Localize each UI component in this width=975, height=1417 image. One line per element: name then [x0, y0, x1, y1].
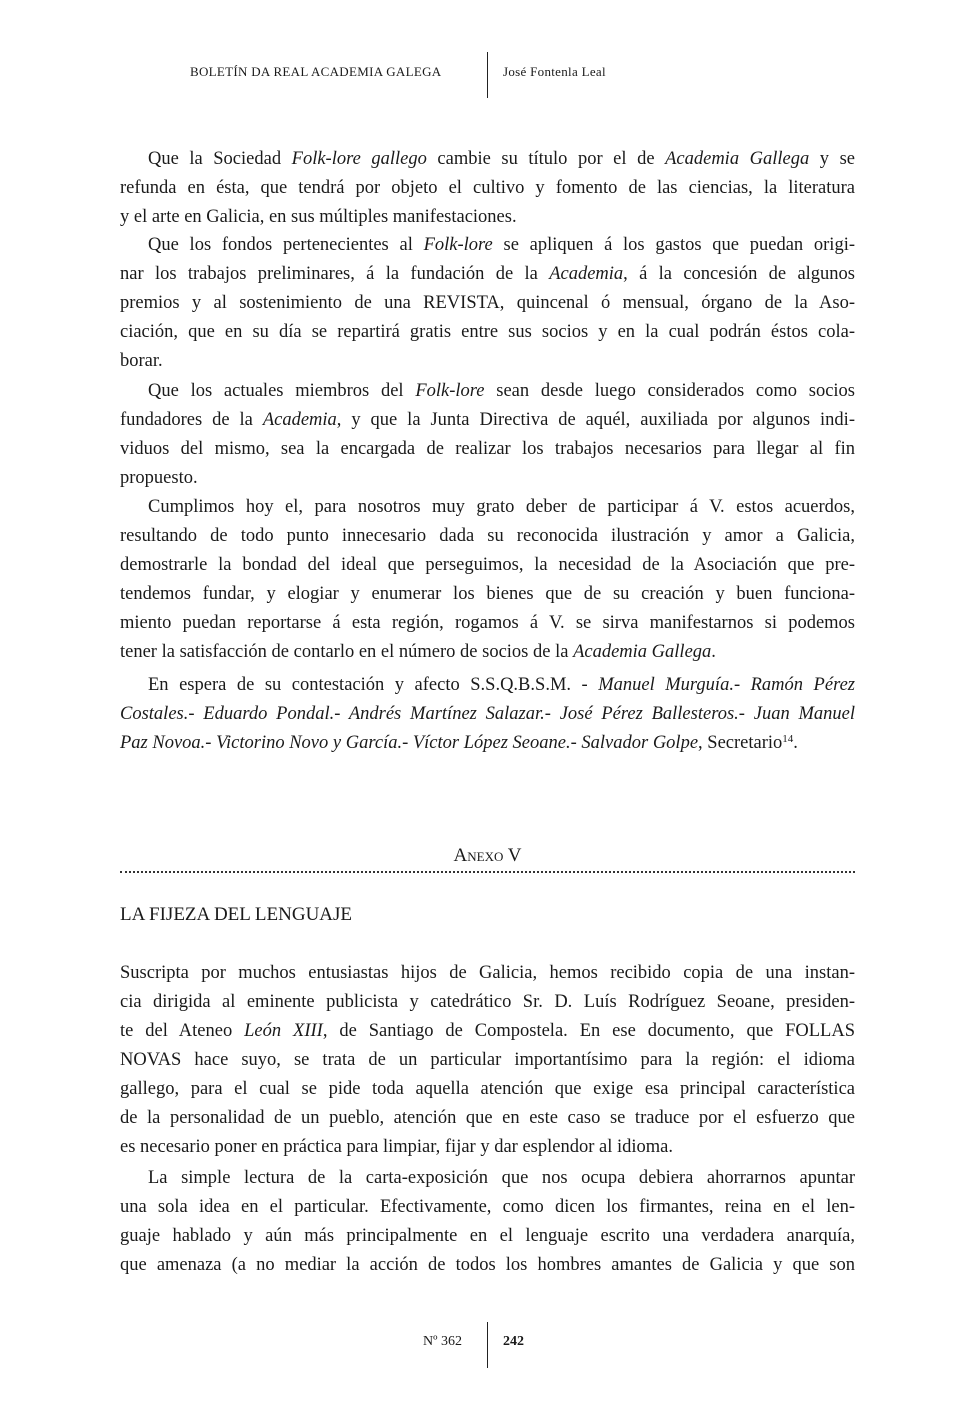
text-run: tendemos fundar, y elogiar y enumerar los bienes que de su creación y buen funciona-: [120, 584, 855, 604]
text-line: [120, 260, 855, 289]
text-run: viduos del mismo, sea la encargada de realizar los trabajos necesarios para llegar al fin: [120, 439, 855, 459]
text-line: [120, 580, 855, 609]
italic-text: León XIII: [244, 1021, 323, 1041]
italic-text: Academia Gallega: [573, 642, 712, 662]
paragraph: [120, 493, 855, 667]
text-line: [120, 289, 855, 318]
text-line: [120, 671, 855, 700]
text-line: [120, 609, 855, 638]
text-line: [120, 145, 855, 174]
text-run: cambie su título por el de: [426, 149, 666, 169]
text-line: [120, 638, 855, 667]
signatories-paragraph: [120, 671, 855, 758]
text-run: se apliquen á los gastos que puedan origi-: [492, 235, 856, 255]
text-run: propuesto.: [120, 468, 198, 488]
dotted-rule: [120, 871, 855, 873]
text-line: [120, 1075, 855, 1104]
footnote-marker: 14: [782, 733, 794, 745]
text-run: Que los actuales miembros del: [148, 381, 416, 401]
text-run: una sola idea en el particular. Efectivamente, como dicen los firmantes, reina en el len-: [120, 1197, 855, 1217]
text-line: [120, 318, 855, 347]
italic-text: Academia: [262, 410, 337, 430]
text-line: [120, 729, 855, 758]
italic-text: Paz Novoa.- Victorino Novo y García.- Víctor López Seoane.- Salvador Golpe: [120, 733, 699, 753]
text-run: , de Santiago de Compostela. En ese documento, que FOLLAS: [322, 1021, 855, 1041]
text-run: demostrarle la bondad del ideal que perseguimos, la necesidad de la Asociación que pre-: [120, 555, 855, 575]
text-line: [120, 493, 855, 522]
running-header-journal: BOLETÍN DA REAL ACADEMIA GALEGA: [190, 64, 442, 79]
issue-number: Nº 362: [423, 1334, 462, 1349]
text-run: Que la Sociedad: [148, 149, 292, 169]
text-line: [120, 377, 855, 406]
text-run: , Secretario: [698, 733, 783, 753]
text-run: borar.: [120, 351, 163, 371]
text-run: tener la satisfacción de contarlo en el número de socios de la: [120, 642, 574, 662]
paragraph: [120, 959, 855, 1162]
text-run: es necesario poner en práctica para limpiar, fijar y dar esplendor al idioma.: [120, 1137, 673, 1157]
paragraph: [120, 231, 855, 376]
text-run: refunda en ésta, que tendrá por objeto el cultivo y fomento de las ciencias, la literatura: [120, 178, 855, 198]
text-line: [120, 700, 855, 729]
text-run: , y que la Junta Directiva de aquél, auxiliada por algunos indi-: [336, 410, 855, 430]
text-run: NOVAS hace suyo, se trata de un particular importantísimo para la región: el idioma: [120, 1050, 855, 1070]
text-line: [120, 231, 855, 260]
text-line: [120, 1104, 855, 1133]
paragraph: [120, 145, 855, 232]
italic-text: Folk-lore: [423, 235, 493, 255]
text-line: [120, 959, 855, 988]
text-run: sean desde luego considerados como socios: [484, 381, 856, 401]
text-run: La simple lectura de la carta-exposición que nos ocupa debiera ahorrarnos apuntar: [148, 1168, 855, 1188]
text-run: ciación, que en su día se repartirá gratis entre sus socios y en la cual podrán éstos cola-: [120, 322, 855, 342]
page-number: 242: [503, 1334, 524, 1349]
text-run: miento puedan reportarse á esta región, rogamos á V. se sirva manifestarnos si podemos: [120, 613, 855, 633]
italic-text: Manuel Murguía.- Ramón Pérez: [598, 675, 855, 695]
text-line: [120, 406, 855, 435]
paragraph: [120, 1164, 855, 1280]
text-line: [120, 435, 855, 464]
text-run: gallego, para el cual se pide toda aquella atención que exige esa principal característica: [120, 1079, 855, 1099]
footer-divider: [487, 1322, 488, 1368]
text-run: que amenaza (a no mediar la acción de todos los hombres amantes de Galicia y que son: [120, 1255, 855, 1275]
text-run: , á la concesión de algunos: [623, 264, 855, 284]
text-line: [120, 551, 855, 580]
text-line: [120, 203, 855, 232]
text-line: [120, 1133, 855, 1162]
text-run: Que los fondos pertenecientes al: [148, 235, 424, 255]
text-line: [120, 988, 855, 1017]
text-run: .: [711, 642, 716, 662]
italic-text: Academia: [549, 264, 624, 284]
text-line: [120, 1222, 855, 1251]
text-line: [120, 1164, 855, 1193]
italic-text: Folk-lore: [415, 381, 485, 401]
text-line: [120, 1046, 855, 1075]
annex-heading: Anexo V: [453, 845, 522, 866]
text-line: [120, 464, 855, 493]
header-divider: [487, 52, 488, 98]
text-run: guaje hablado y aún más principalmente en el lenguaje escrito una verdadera anarquía,: [120, 1226, 855, 1246]
text-run: premios y al sostenimiento de una REVISTA, quincenal ó mensual, órgano de la Aso-: [120, 293, 855, 313]
text-run: cia dirigida al eminente publicista y catedrático Sr. D. Luís Rodríguez Seoane, presiden-: [120, 992, 855, 1012]
text-line: [120, 1193, 855, 1222]
text-run: .: [793, 733, 798, 753]
text-line: [120, 347, 855, 376]
paragraph: [120, 377, 855, 493]
text-run: En espera de su contestación y afecto S.S.Q.B.S.M. -: [148, 675, 599, 695]
text-run: Suscripta por muchos entusiastas hijos de Galicia, hemos recibido copia de una instan-: [120, 963, 855, 983]
text-line: [120, 1017, 855, 1046]
running-header-author: José Fontenla Leal: [503, 64, 606, 79]
text-run: te del Ateneo: [120, 1021, 245, 1041]
text-line: [120, 1251, 855, 1280]
text-run: y el arte en Galicia, en sus múltiples manifestaciones.: [120, 207, 517, 227]
text-run: fundadores de la: [120, 410, 263, 430]
italic-text: Costales.- Eduardo Pondal.- Andrés Martínez Salazar.- José Pérez Ballesteros.- Juan Manuel: [120, 704, 855, 724]
text-run: Cumplimos hoy el, para nosotros muy grato deber de participar á V. estos acuerdos,: [148, 497, 855, 517]
italic-text: Academia Gallega: [665, 149, 810, 169]
text-run: de la personalidad de un pueblo, atención que en este caso se traduce por el esfuerzo que: [120, 1108, 855, 1128]
text-run: resultando de todo punto innecesario dada su reconocida ilustración y amor a Galicia,: [120, 526, 855, 546]
text-line: [120, 522, 855, 551]
italic-text: Folk-lore gallego: [291, 149, 427, 169]
text-line: [120, 174, 855, 203]
text-run: nar los trabajos preliminares, á la fundación de la: [120, 264, 550, 284]
text-run: y se: [809, 149, 855, 169]
section-subtitle: LA FIJEZA DEL LENGUAJE: [120, 904, 353, 925]
